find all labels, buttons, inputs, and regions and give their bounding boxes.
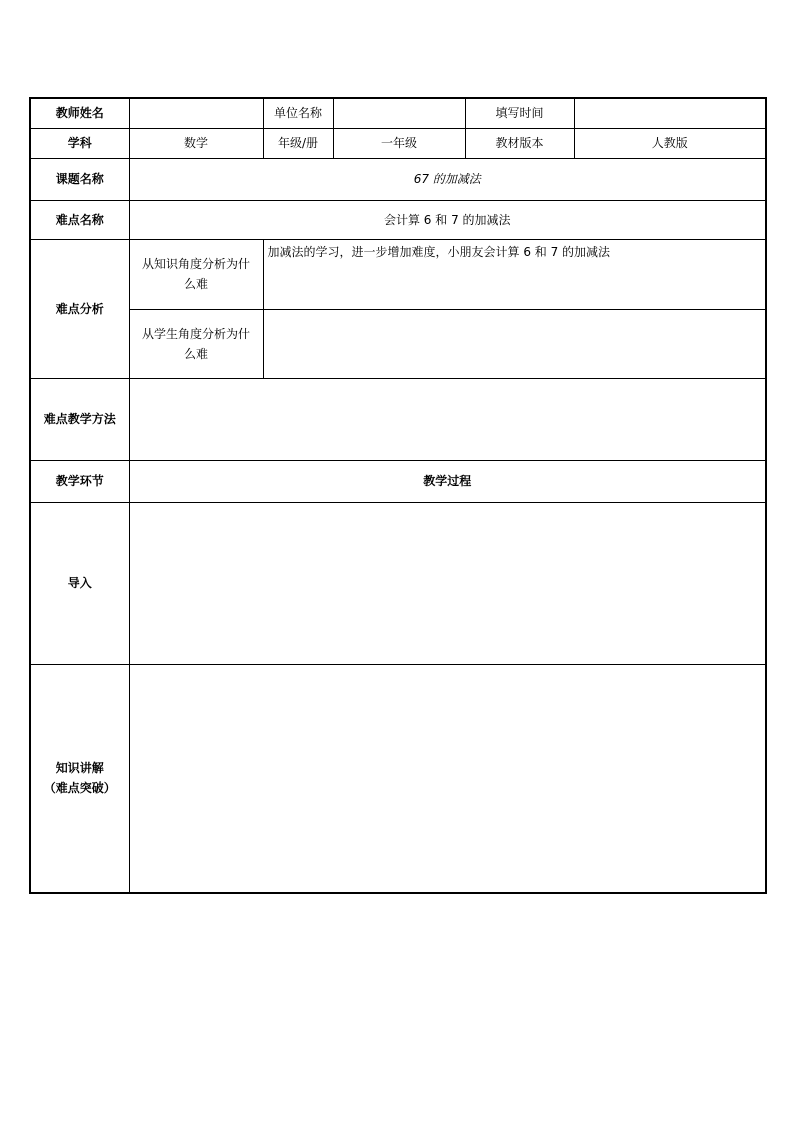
row-lesson-title — [30, 158, 766, 200]
row-intro — [30, 502, 766, 664]
intro-label: 导入 — [30, 502, 129, 664]
teaching-stage-header: 教学环节 — [30, 460, 129, 502]
row-difficulty-name — [30, 200, 766, 239]
grade-label: 年级/册 — [263, 128, 333, 158]
edition-label: 教材版本 — [465, 128, 574, 158]
row-knowledge-explain — [30, 664, 766, 893]
row-process-header — [30, 460, 766, 502]
subject-label: 学科 — [30, 128, 129, 158]
intro-content[interactable] — [129, 502, 766, 664]
knowledge-explain-title: 知识讲解 — [55, 761, 104, 776]
row-analysis-student — [30, 309, 766, 378]
teaching-process-header: 教学过程 — [129, 460, 766, 502]
student-angle-value[interactable] — [263, 309, 766, 378]
lesson-plan-table — [29, 97, 767, 894]
unit-name-field[interactable] — [333, 98, 465, 128]
knowledge-explain-label — [30, 664, 129, 893]
row-subject-info — [30, 128, 766, 158]
row-basic-info — [30, 98, 766, 128]
knowledge-explain-subtitle: （难点突破） — [43, 781, 116, 796]
row-teaching-method — [30, 378, 766, 460]
subject-value: 数学 — [129, 128, 263, 158]
grade-value: 一年级 — [333, 128, 465, 158]
difficulty-analysis-label: 难点分析 — [30, 239, 129, 378]
student-angle-label: 从学生角度分析为什么难 — [129, 309, 263, 378]
difficulty-name-label: 难点名称 — [30, 200, 129, 239]
teacher-name-label: 教师姓名 — [30, 98, 129, 128]
fill-date-field[interactable] — [574, 98, 766, 128]
lesson-title-value: 67 的加减法 — [129, 158, 766, 200]
fill-date-label: 填写时间 — [465, 98, 574, 128]
lesson-title-label: 课题名称 — [30, 158, 129, 200]
teaching-method-label: 难点教学方法 — [30, 378, 129, 460]
teaching-method-value[interactable] — [129, 378, 766, 460]
unit-name-label: 单位名称 — [263, 98, 333, 128]
knowledge-angle-value[interactable]: 加减法的学习，进一步增加难度，小朋友会计算 6 和 7 的加减法 — [263, 239, 766, 309]
knowledge-angle-label: 从知识角度分析为什么难 — [129, 239, 263, 309]
row-analysis-knowledge — [30, 239, 766, 309]
difficulty-name-value: 会计算 6 和 7 的加减法 — [129, 200, 766, 239]
edition-value: 人教版 — [574, 128, 766, 158]
teacher-name-field[interactable] — [129, 98, 263, 128]
knowledge-explain-content[interactable] — [129, 664, 766, 893]
